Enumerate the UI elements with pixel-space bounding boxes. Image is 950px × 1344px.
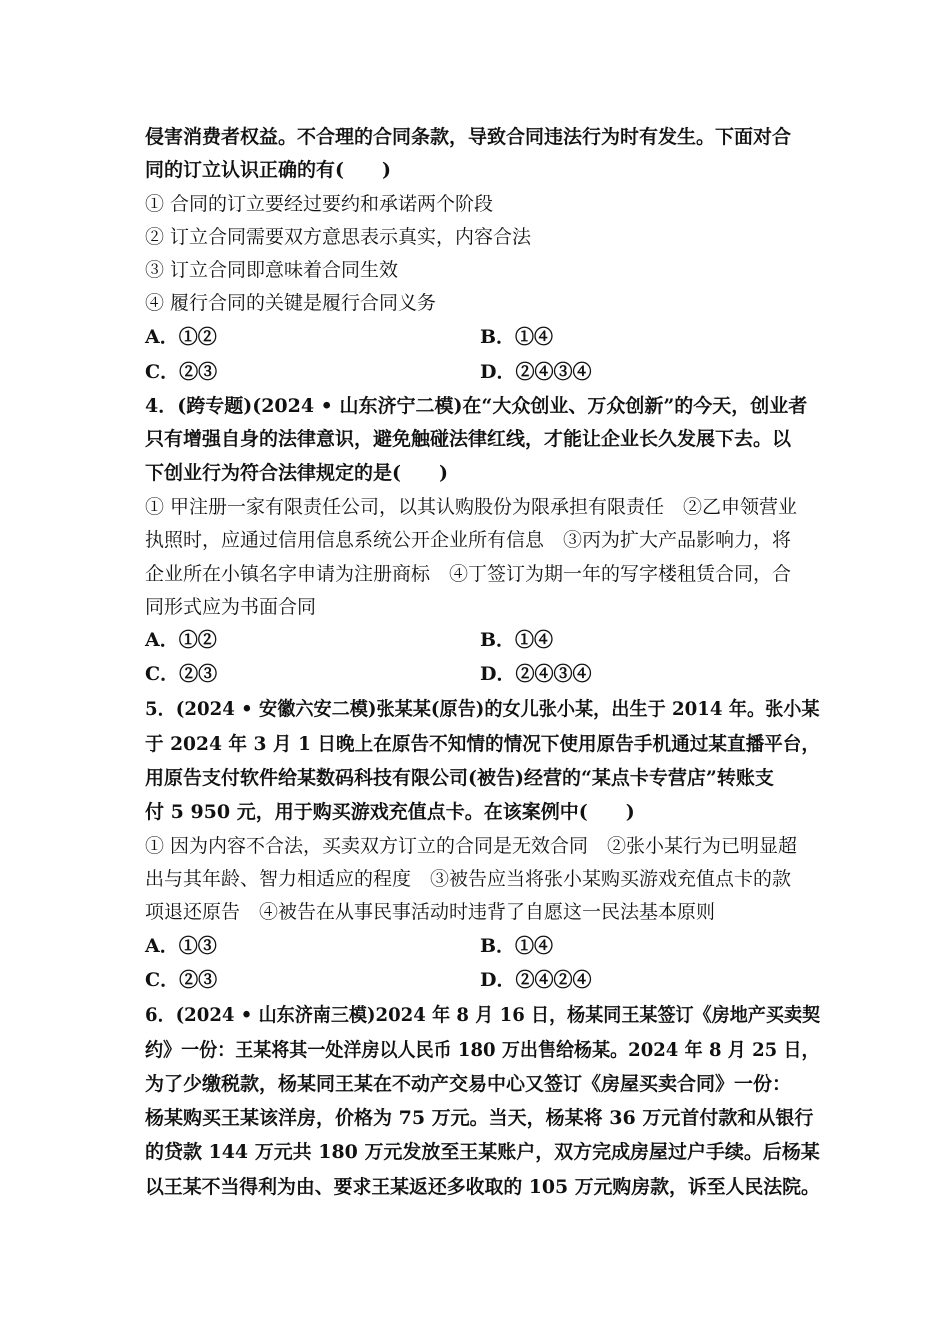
q4-statement-line-3: 企业所在小镇名字申请为注册商标 ④丁签订为期一年的写字楼租赁合同，合 [145, 563, 792, 585]
q6-stem-line-5: 的贷款 144 万元共 180 万元发放至王某账户，双方完成房屋过户手续。后杨某 [145, 1141, 820, 1163]
q5-stem-line-1: 5．(2024 • 安徽六安二模)张某某(原告)的女儿张小某，出生于 2014 年。张小某 [145, 698, 820, 720]
q5-stem-line-3: 用原告支付软件给某数码科技有限公司(被告)经营的“某点卡专营店”转账支 [145, 767, 774, 789]
q3-option-a[interactable]: A．①② [145, 326, 217, 348]
q5-option-b[interactable]: B．①④ [480, 935, 554, 957]
q5-statement-line-3: 项退还原告 ④被告在从事民事活动时违背了自愿这一民法基本原则 [145, 901, 716, 923]
q4-stem-line-1: 4．(跨专题)(2024 • 山东济宁二模)在“大众创业、万众创新”的今天，创业者 [145, 395, 808, 417]
q5-statement-line-2: 出与其年龄、智力相适应的程度 ③被告应当将张小某购买游戏充值点卡的款 [145, 868, 792, 890]
q5-option-c[interactable]: C．②③ [145, 969, 218, 991]
q5-stem-line-4: 付 5 950 元，用于购买游戏充值点卡。在该案例中( ) [145, 801, 635, 823]
q3-statement-2: ② 订立合同需要双方意思表示真实，内容合法 [145, 226, 532, 248]
q5-statement-line-1: ① 因为内容不合法，买卖双方订立的合同是无效合同 ②张小某行为已明显超 [145, 835, 798, 857]
q3-statement-4: ④ 履行合同的关键是履行合同义务 [145, 292, 437, 314]
q4-option-b[interactable]: B．①④ [480, 629, 554, 651]
q3-option-d[interactable]: D．②④③④ [480, 361, 592, 383]
q4-statement-line-1: ① 甲注册一家有限责任公司，以其认购股份为限承担有限责任 ②乙申领营业 [145, 496, 798, 518]
q6-stem-line-6: 以王某不当得利为由、要求王某返还多收取的 105 万元购房款，诉至人民法院。 [145, 1176, 820, 1198]
q3-statement-3: ③ 订立合同即意味着合同生效 [145, 259, 399, 281]
q4-option-c[interactable]: C．②③ [145, 663, 218, 685]
q4-statement-line-2: 执照时，应通过信用信息系统公开企业所有信息 ③丙为扩大产品影响力，将 [145, 529, 792, 551]
q3-statement-1: ① 合同的订立要经过要约和承诺两个阶段 [145, 193, 494, 215]
q4-stem-line-3: 下创业行为符合法律规定的是( ) [145, 462, 448, 484]
q6-stem-line-2: 约》一份：王某将其一处洋房以人民币 180 万出售给杨某。2024 年 8 月 25 日， [145, 1039, 820, 1061]
q5-option-a[interactable]: A．①③ [145, 935, 217, 957]
q3-stem-line-2: 同的订立认识正确的有( ) [145, 159, 391, 181]
q3-option-c[interactable]: C．②③ [145, 361, 218, 383]
q6-stem-line-3: 为了少缴税款，杨某同王某在不动产交易中心又签订《房屋买卖合同》一份： [145, 1073, 792, 1095]
q6-stem-line-1: 6．(2024 • 山东济南三模)2024 年 8 月 16 日，杨某同王某签订《房地产买卖契 [145, 1004, 821, 1026]
q3-stem-line-1: 侵害消费者权益。不合理的合同条款，导致合同违法行为时有发生。下面对合 [145, 126, 792, 148]
q4-statement-line-4: 同形式应为书面合同 [145, 596, 317, 618]
q4-stem-line-2: 只有增强自身的法律意识，避免触碰法律红线，才能让企业长久发展下去。以 [145, 428, 792, 450]
q5-stem-line-2: 于 2024 年 3 月 1 日晚上在原告不知情的情况下使用原告手机通过某直播平台， [145, 733, 821, 755]
q4-option-d[interactable]: D．②④③④ [480, 663, 592, 685]
q3-option-b[interactable]: B．①④ [480, 326, 554, 348]
q5-option-d[interactable]: D．②④②④ [480, 969, 592, 991]
q6-stem-line-4: 杨某购买王某该洋房，价格为 75 万元。当天，杨某将 36 万元首付款和从银行 [145, 1107, 814, 1129]
q4-option-a[interactable]: A．①② [145, 629, 217, 651]
